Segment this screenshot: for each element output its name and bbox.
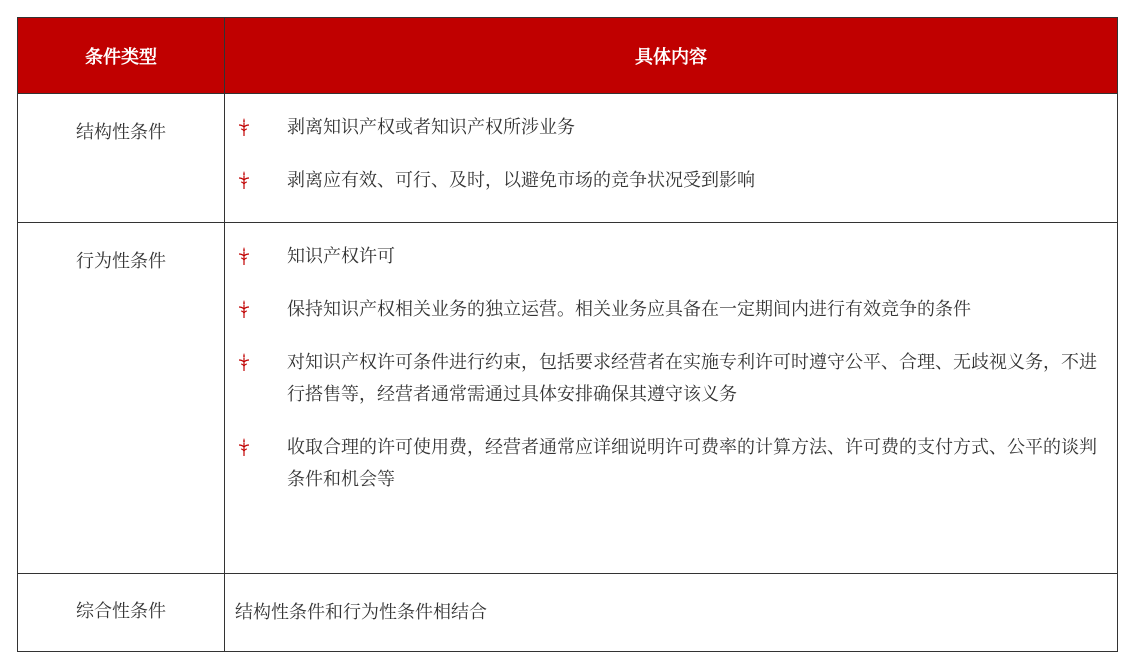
list-item-text: 知识产权许可	[287, 246, 395, 267]
list-item-text: 剥离知识产权或者知识产权所涉业务	[287, 117, 575, 138]
red-flourish-bullet-icon	[236, 168, 252, 192]
table-body	[18, 94, 1118, 652]
list-item	[235, 294, 1107, 326]
red-flourish-bullet-icon	[236, 435, 252, 459]
content-cell-combined: 结构性条件和行为性条件相结合	[225, 574, 1118, 652]
header-condition-type: 条件类型	[18, 18, 225, 94]
list-item-text: 剥离应有效、可行、及时，以避免市场的竞争状况受到影响	[287, 170, 755, 191]
header-specific-content: 具体内容	[225, 18, 1118, 94]
list-item	[235, 432, 1107, 496]
list-item	[235, 112, 1107, 144]
list-item	[235, 165, 1107, 197]
structural-list	[235, 112, 1107, 197]
list-item-text: 对知识产权许可条件进行约束，包括要求经营者在实施专利许可时遵守公平、合理、无歧视义务，不进行搭售等，经营者通常需通过具体安排确保其遵守该义务	[287, 352, 1097, 405]
red-flourish-bullet-icon	[236, 115, 252, 139]
list-item-text: 保持知识产权相关业务的独立运营。相关业务应具备在一定期间内进行有效竞争的条件	[287, 299, 971, 320]
conditions-table-container	[17, 17, 1117, 651]
condition-type-behavioral: 行为性条件	[18, 223, 225, 574]
list-item	[235, 241, 1107, 273]
list-item-text: 收取合理的许可使用费，经营者通常应详细说明许可费率的计算方法、许可费的支付方式、公平的谈判条件和机会等	[287, 437, 1097, 490]
content-cell-behavioral	[225, 223, 1118, 574]
table-row-combined	[18, 574, 1118, 652]
behavioral-list	[235, 241, 1107, 496]
condition-type-structural: 结构性条件	[18, 94, 225, 223]
red-flourish-bullet-icon	[236, 350, 252, 374]
red-flourish-bullet-icon	[236, 244, 252, 268]
header-row	[18, 18, 1118, 94]
condition-type-combined: 综合性条件	[18, 574, 225, 652]
red-flourish-bullet-icon	[236, 297, 252, 321]
table-row-behavioral	[18, 223, 1118, 574]
conditions-table	[17, 17, 1118, 652]
table-header	[18, 18, 1118, 94]
table-row-structural	[18, 94, 1118, 223]
list-item	[235, 347, 1107, 411]
content-cell-structural	[225, 94, 1118, 223]
